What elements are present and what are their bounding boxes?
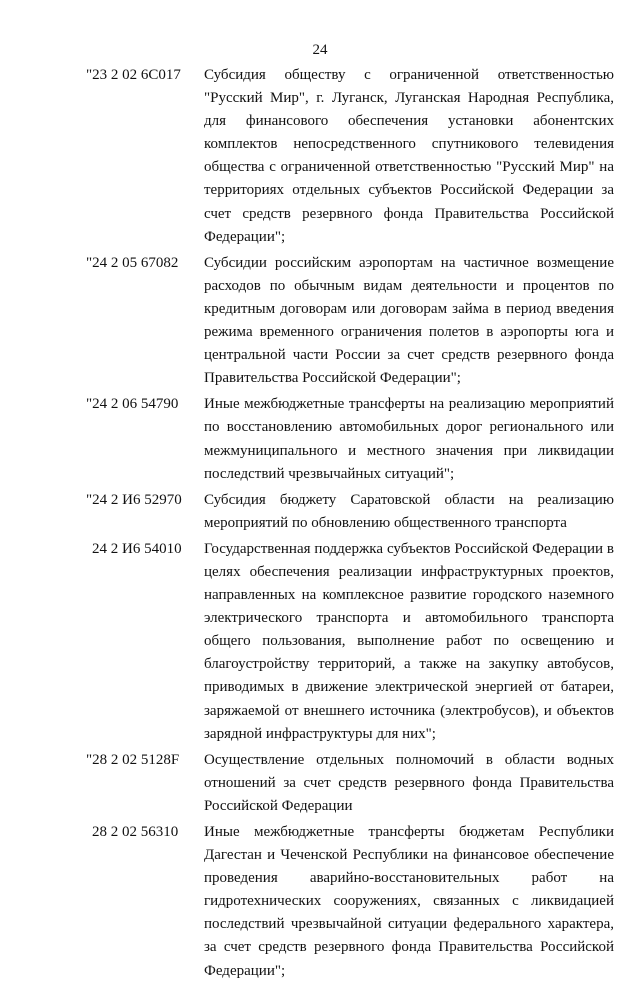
budget-entry [80, 538, 614, 746]
budget-description: Государственная поддержка субъектов Российской Федерации в целях обеспечения реализации инфраструктурных проектов, направленных на комплексное развитие городского наземного электрического транспорта и автомобильного транспорта общего пользования, выполнение работ по освещению и благоустройству территорий, а также на закупку автобусов, приводимых в движение электрической энергией от батареи, заряжаемой от внешнего источника (электробусов), и объектов зарядной инфраструктуры для них"; [204, 540, 614, 742]
budget-code: 28 2 02 56310 [92, 824, 179, 840]
budget-code: "24 2 И6 52970 [86, 491, 182, 508]
budget-description: Иные межбюджетные трансферты бюджетам Республики Дагестан и Чеченской Республики на финансовое обеспечение проведения аварийно-восстановительных работ на гидротехнических сооружениях, связанных с ликвидацией последствий чрезвычайной ситуации федерального характера, за счет средств резервного фонда Правительства Российской Федерации"; [204, 824, 614, 979]
budget-entry [80, 821, 614, 983]
budget-code: "24 2 05 67082 [86, 254, 179, 271]
budget-entry [80, 489, 614, 535]
budget-entry [80, 252, 614, 391]
budget-description: Осуществление отдельных полномочий в области водных отношений за счет средств резервного фонда Правительства Российской Федерации [204, 751, 614, 814]
budget-code: "24 2 06 54790 [86, 396, 179, 413]
budget-description: Субсидия бюджету Саратовской области на реализацию мероприятий по обновлению общественного транспорта [204, 491, 614, 531]
budget-entry [80, 393, 614, 485]
budget-code: "23 2 02 6С017 [86, 67, 181, 83]
page-number: 24 [312, 42, 328, 58]
budget-entry [80, 64, 614, 249]
budget-code: "28 2 02 5128F [86, 751, 180, 768]
budget-entry [80, 749, 614, 818]
budget-code: 24 2 И6 54010 [92, 540, 182, 557]
budget-code-list [80, 64, 614, 986]
budget-description: Субсидия обществу с ограниченной ответственностью "Русский Мир", г. Луганск, Луганская Народная Республика, для финансового обеспечения установки абонентских комплектов непосредственного спутникового телевидения общества с ограниченной ответственностью "Русский Мир" на территориях отдельных субъектов Российской Федерации за счет средств резервного фонда Правительства Российской Федерации"; [204, 67, 614, 245]
budget-description: Иные межбюджетные трансферты на реализацию мероприятий по восстановлению автомобильных дорог регионального или межмуниципального и местного значения при ликвидации последствий чрезвычайных ситуаций"; [204, 396, 614, 482]
budget-description: Субсидии российским аэропортам на частичное возмещение расходов по обычным видам деятельности и процентов по кредитным договорам или договорам займа в период введения режима временного ограничения полетов в аэропорты юга и центральной части России за счет средств резервного фонда Правительства Российской Федерации"; [204, 254, 614, 387]
